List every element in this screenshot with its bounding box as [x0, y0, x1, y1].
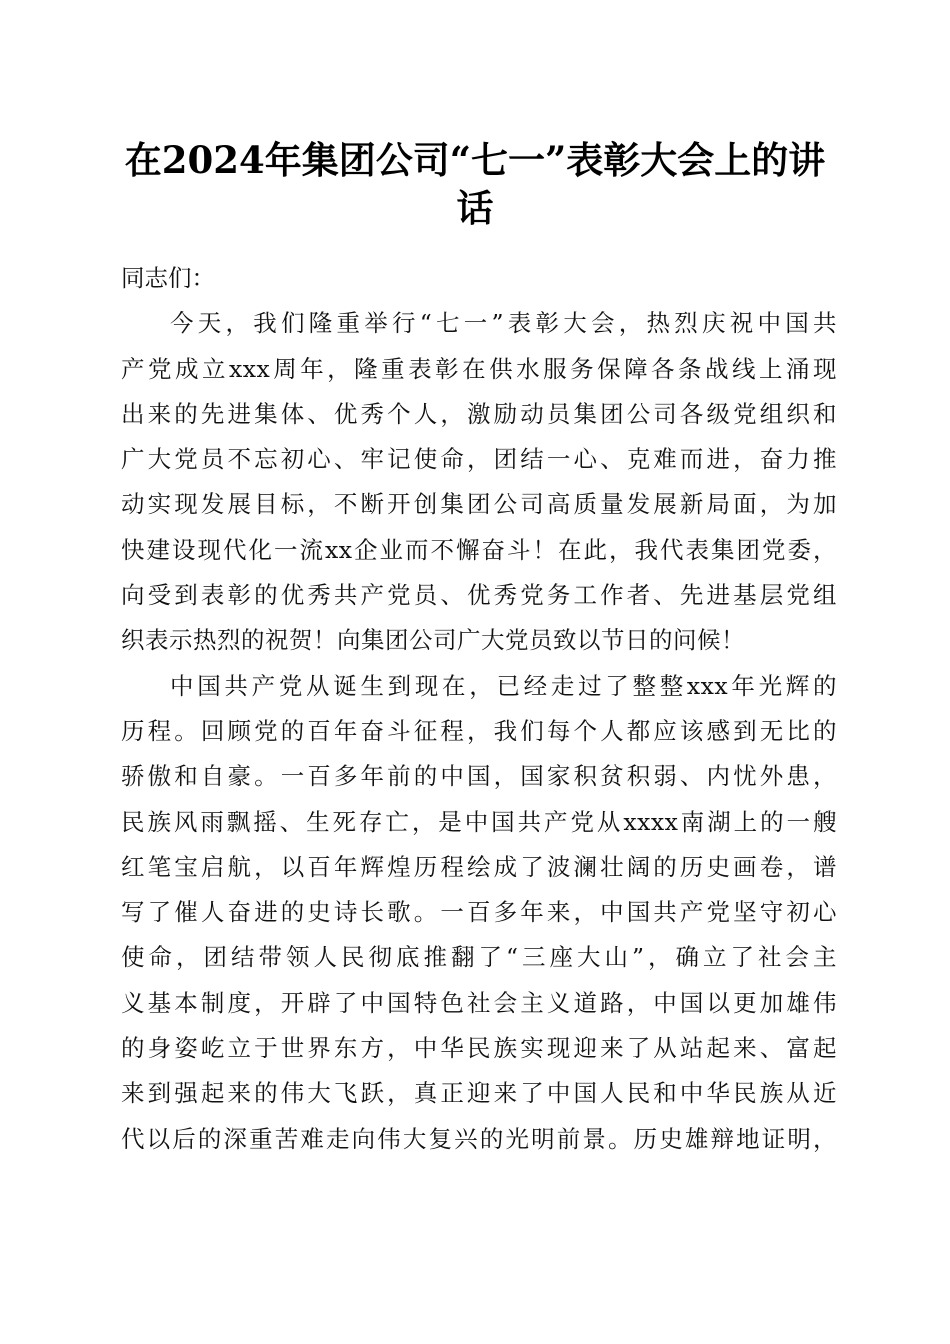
- paragraph-line: 来到强起来的伟大飞跃，真正迎来了中国人民和中华民族从近: [121, 1079, 837, 1108]
- paragraph-line: 动实现发展目标，不断开创集团公司高质量发展新局面，为加: [121, 490, 837, 519]
- title-line: 话: [456, 186, 494, 230]
- document-body: [121, 256, 837, 1162]
- page-title: [118, 136, 832, 232]
- paragraph-line: 的身姿屹立于世界东方，中华民族实现迎来了从站起来、富起: [121, 1034, 837, 1063]
- paragraph-line: 历程。回顾党的百年奋斗征程，我们每个人都应该感到无比的: [121, 716, 837, 745]
- paragraph-line: 出来的先进集体、优秀个人，激励动员集团公司各级党组织和: [121, 399, 837, 428]
- paragraph-1: [121, 301, 837, 663]
- greeting: 同志们：: [121, 264, 215, 292]
- paragraph-line: 产党成立xxx周年，隆重表彰在供水服务保障各条战线上涌现: [121, 354, 837, 383]
- paragraph-line: 织表示热烈的祝贺！向集团公司广大党员致以节日的问候！: [121, 626, 745, 655]
- paragraph-line: 写了催人奋进的史诗长歌。一百多年来，中国共产党坚守初心: [121, 898, 837, 927]
- paragraph-line: 向受到表彰的优秀共产党员、优秀党务工作者、先进基层党组: [121, 581, 837, 610]
- paragraph-line: 义基本制度，开辟了中国特色社会主义道路，中国以更加雄伟: [121, 988, 837, 1017]
- paragraph-line: 代以后的深重苦难走向伟大复兴的光明前景。历史雄辩地证明，: [121, 1124, 837, 1153]
- paragraph-line: 使命，团结带领人民彻底推翻了“三座大山”，确立了社会主: [121, 943, 837, 972]
- paragraph-line: 红笔宝启航，以百年辉煌历程绘成了波澜壮阔的历史画卷，谱: [121, 852, 837, 881]
- paragraph-line: 民族风雨飘摇、生死存亡，是中国共产党从xxxx南湖上的一艘: [121, 807, 837, 836]
- paragraph-line: 中国共产党从诞生到现在，已经走过了整整xxx年光辉的: [170, 671, 837, 700]
- paragraph-line: 广大党员不忘初心、牢记使命，团结一心、克难而进，奋力推: [121, 445, 837, 474]
- paragraph-line: 骄傲和自豪。一百多年前的中国，国家积贫积弱、内忧外患，: [121, 762, 837, 791]
- paragraph-line: 今天，我们隆重举行“七一”表彰大会，热烈庆祝中国共: [170, 309, 837, 338]
- title-line: 在2024年集团公司“七一”表彰大会上的讲: [124, 138, 826, 182]
- paragraph-2: [121, 664, 837, 1162]
- paragraph-line: 快建设现代化一流xx企业而不懈奋斗！在此，我代表集团党委，: [121, 535, 837, 564]
